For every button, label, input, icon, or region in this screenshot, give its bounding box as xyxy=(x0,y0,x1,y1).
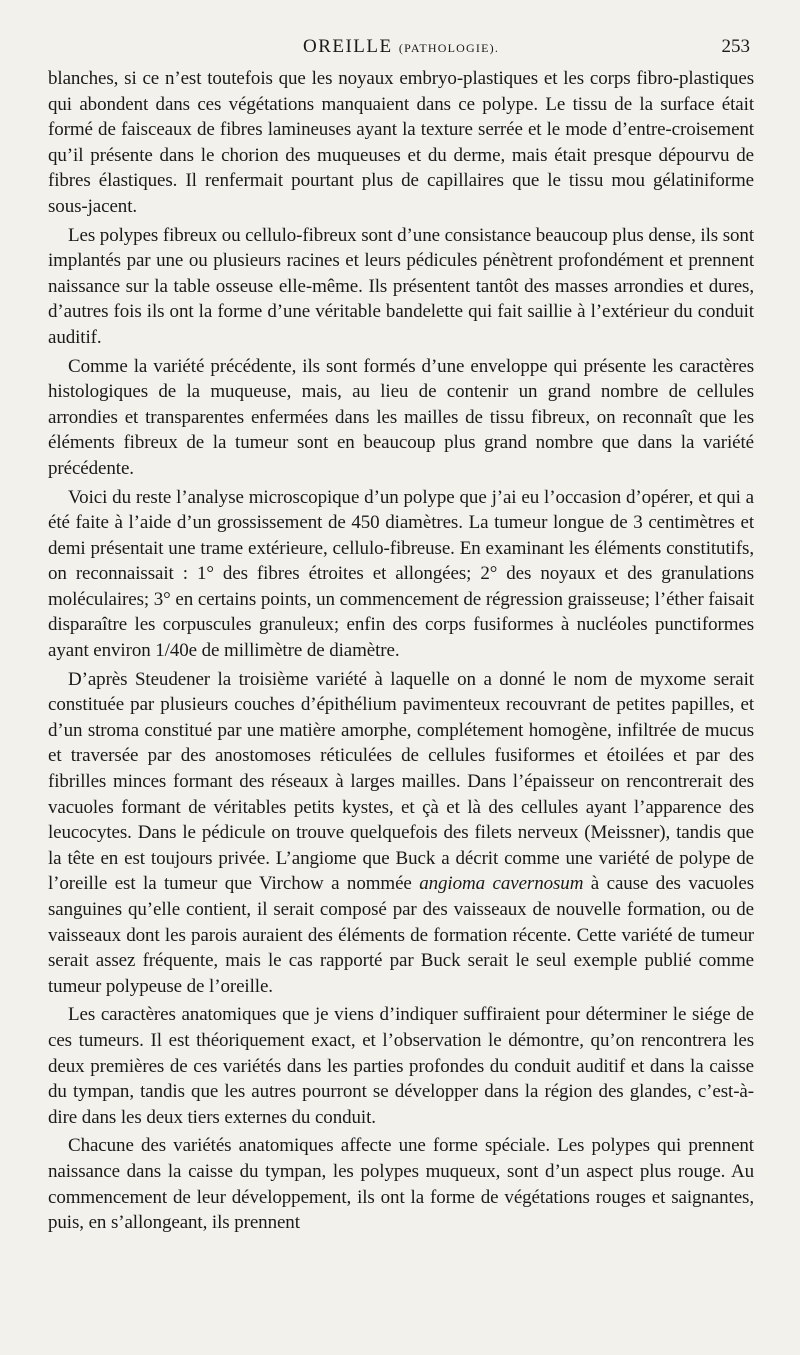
paragraph-5-part-1: D’après Steudener la troisième variété à laquelle on a donné le nom de myxome serait constituée par plusieurs couches d’épithélium pavimenteux recouvrant de petites papilles, et d’un stroma constitué par une matière amorphe, complétement homogène, infiltrée de mucus et traversée par des anostomoses réticulées de cellules fusiformes et étoilées et par des fibrilles minces formant des réseaux à larges mailles. Dans l’épaisseur on rencontrerait des vacuoles formant de véritables petits kystes, et çà et là des cellules ayant l’apparence des leucocytes. Dans le pédicule on trouve quelquefois des filets nerveux (Meissner), tandis que la tête en est toujours privée. L’angiome que Buck a décrit comme une variété de polype de l’oreille est la tumeur que Virchow a nommée xyxy=(48,668,754,895)
running-title-main: OREILLE xyxy=(302,36,393,57)
paragraph-1: blanches, si ce n’est toutefois que les noyaux embryo-plastiques et les corps fibro-plastiques qui abondent dans ces végétations manquaient dans ce polype. Le tissu de la surface était formé de faisceaux de fibres lamineuses ayant la texture serrée et le mode d’entre-croisement qu’il présente dans le chorion des muqueuses et du derme, mais était presque dépourvu de fibres élastiques. Il renfermait pourtant plus de capillaires que le tissu mou gélatiniforme sous-jacent. xyxy=(48,68,754,217)
paragraph-5-italic-term: angioma cavernosum xyxy=(419,873,584,895)
paragraph-6: Les caractères anatomiques que je viens d’indiquer suffiraient pour déterminer le siége de ces tumeurs. Il est théoriquement exact, et l’observation le démontre, qu’on rencontrera les deux premières de ces variétés dans les parties profondes du conduit auditif et dans la caisse du tympan, tandis que les autres pourront se développer dans la région des glandes, c’est-à-dire dans les deux tiers externes du conduit. xyxy=(48,1004,754,1128)
body-text xyxy=(48,66,754,1236)
paragraph-7: Chacune des variétés anatomiques affecte une forme spéciale. Les polypes qui prennent naissance dans la caisse du tympan, les polypes muqueux, sont d’un aspect plus rouge. Au commencement de leur développement, ils ont la forme de végétations rouges et saignantes, puis, en s’allongeant, ils prennent xyxy=(48,1135,754,1234)
running-title xyxy=(48,36,754,58)
paragraph-5-part-2: à cause des vacuoles sanguines qu’elle contient, il serait composé par des vaisseaux de nouvelle formation, ou de vaisseaux dont les parois auraient des éléments de formation récente. Cette variété de tumeur serait assez fréquente, mais le cas rapporté par Buck serait le seul exemple publié comme tumeur polypeuse de l’oreille. xyxy=(48,873,754,997)
paragraph-3: Comme la variété précédente, ils sont formés d’une enveloppe qui présente les caractères histologiques de la muqueuse, mais, au lieu de contenir un grand nombre de cellules arrondies et transparentes enfermées dans les mailles de tissu fibreux, on reconnaît que les éléments fibreux de la tumeur sont en beaucoup plus grand nombre que dans la variété précédente. xyxy=(48,355,754,479)
paragraph-4: Voici du reste l’analyse microscopique d’un polype que j’ai eu l’occasion d’opérer, et qui a été faite à l’aide d’un grossissement de 450 diamètres. La tumeur longue de 3 centimètres et demi présentait une trame extérieure, cellulo-fibreuse. En examinant les éléments constitutifs, on reconnaissait : 1° des fibres étroites et allongées; 2° des noyaux et des granulations moléculaires; 3° en certains points, un commencement de régression graisseuse; l’éther faisait disparaître les corpuscules granuleux; enfin des corps fusiformes à nucléoles punctiformes ayant environ 1/40e de millimètre de diamètre. xyxy=(48,486,754,662)
page-number: 253 xyxy=(721,36,750,57)
running-header xyxy=(48,24,754,66)
paragraph-5 xyxy=(48,667,754,1000)
running-title-subtitle: (PATHOLOGIE). xyxy=(398,41,500,55)
paragraph-2: Les polypes fibreux ou cellulo-fibreux sont d’une consistance beaucoup plus dense, ils sont implantés par une ou plusieurs racines et leurs pédicules pénètrent profondément et prennent naissance sur la table osseuse elle-même. Ils présentent tantôt des masses arrondies et dures, d’autres fois ils ont la forme d’une véritable bandelette qui fait saillie à l’extérieur du conduit auditif. xyxy=(48,224,754,348)
